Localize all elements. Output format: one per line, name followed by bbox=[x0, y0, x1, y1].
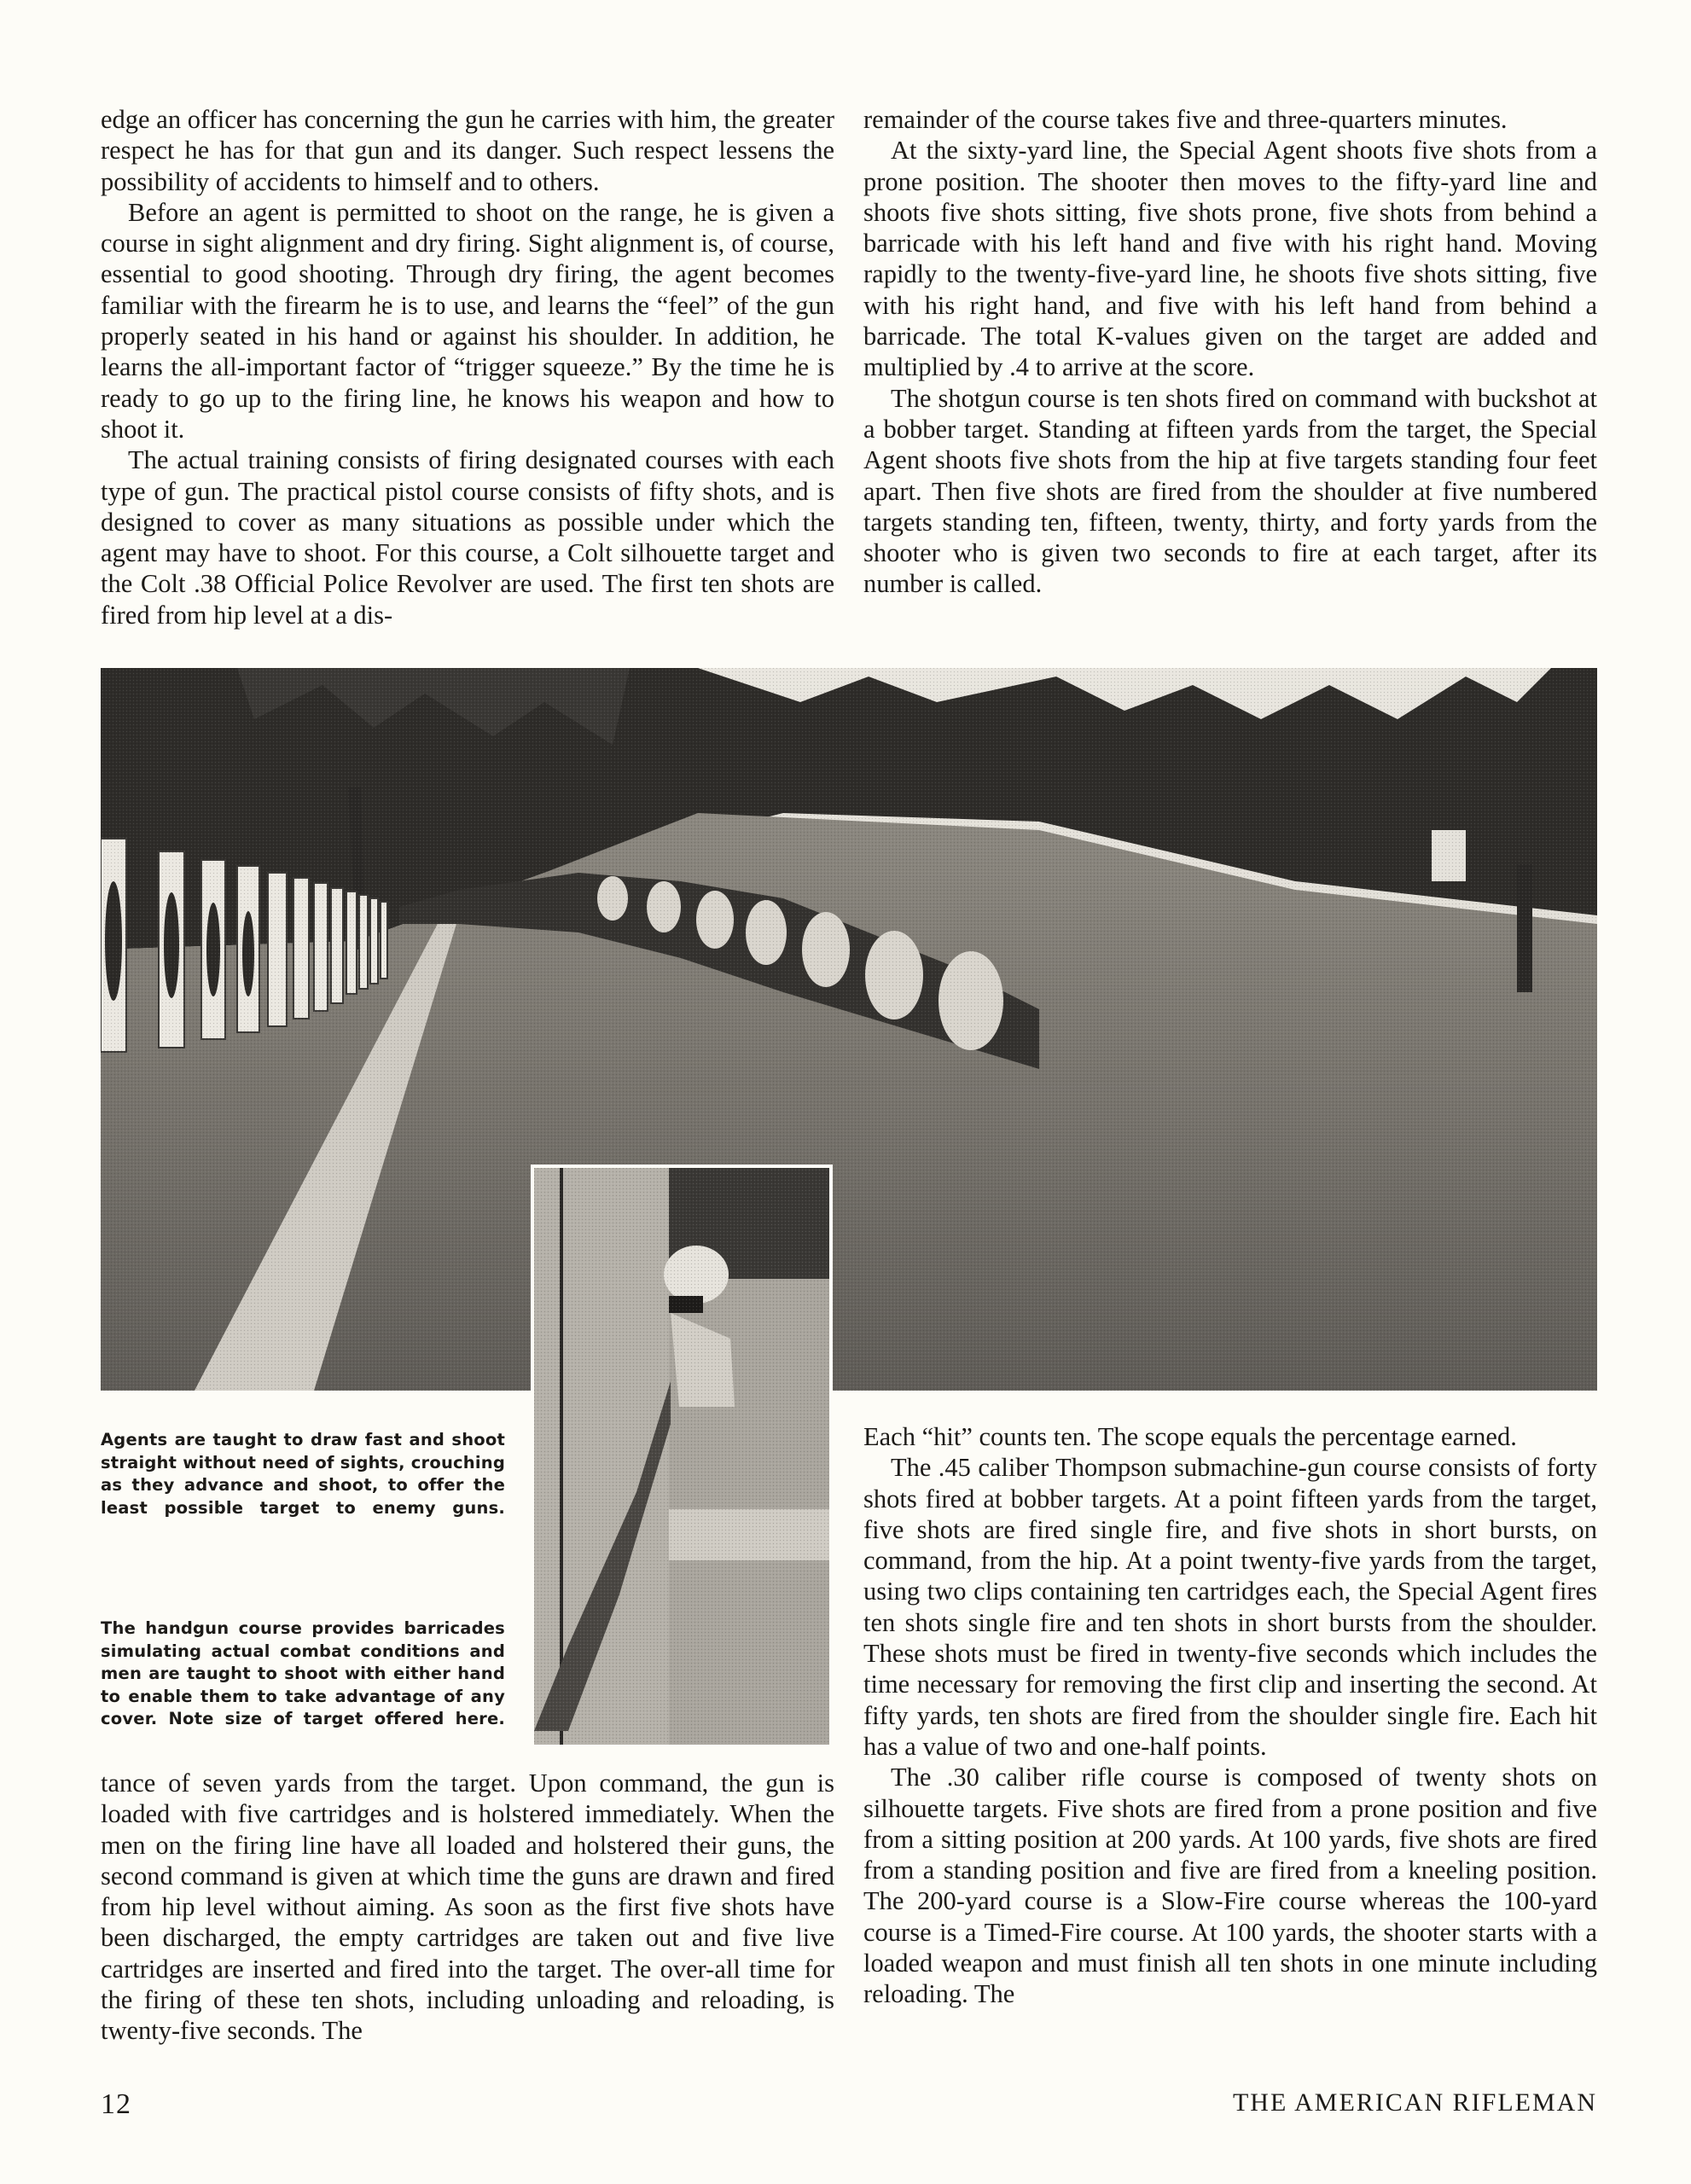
page-number: 12 bbox=[101, 2088, 131, 2120]
paragraph: The .30 caliber rifle course is composed of twenty shots on silhouette targets. Five shots are fired from a prone position and five from a sitting position at 200 yards. At 100 yards, five shots are fired from a standing position and five are fired from a kneeling position. The 200-yard course is a Slow-Fire course whereas the 100-yard course is a Timed-Fire course. At 100 yards, the shooter starts with a loaded weapon and must finish all ten shots in one minute including reloading. The bbox=[863, 1763, 1597, 2009]
paragraph: Each “hit” counts ten. The scope equals the percentage earned. bbox=[863, 1422, 1517, 1451]
text-column-bottom-right bbox=[863, 1421, 1597, 2010]
paragraph: At the sixty-yard line, the Special Agent shoots five shots from a prone position. The shooter then moves to the fifty-yard line and shoots five shots sitting, five shots prone, five shots from behind a barricade with his left hand and five with his right hand. Moving rapidly to the twenty-five-yard line, he shoots five shots sitting, five with his right hand, and five with his left hand from behind a barricade. The total K-values given on the target are added and multiplied by .4 to arrive at the score. bbox=[863, 136, 1597, 382]
photo-caption-inset: The handgun course provides barricades simulating actual combat conditions and men are taught to shoot with either hand to enable them to take advantage of any cover. Note size of target offered here. bbox=[101, 1618, 505, 1728]
paragraph: The shotgun course is ten shots fired on command with buckshot at a bobber target. Standing at fifteen yards from the target, the Special Agent shoots five shots from the hip at five targets standing four feet apart. Then five shots are fired from the shoulder at five numbered targets standing ten, fifteen, twenty, thirty, and forty yards from the shooter who is given two seconds to fire at each target, after its number is called. bbox=[863, 383, 1597, 599]
paragraph: The actual training consists of firing designated courses with each type of gun. The practical pistol course consists of fifty shots, and is designed to cover as many situations as possible under which the agent may have to shoot. For this course, a Colt silhouette target and the Colt .38 Official Police Revolver are used. The first ten shots are fired from hip level at a dis- bbox=[101, 445, 834, 630]
text-column-top-right bbox=[863, 104, 1597, 600]
inset-illustration bbox=[534, 1168, 829, 1745]
text-column-bottom-left bbox=[101, 1768, 834, 2047]
inset-photo-barricade bbox=[531, 1165, 833, 1748]
paragraph: edge an officer has concerning the gun he carries with him, the greater respect he has for that gun and its danger. Such respect lessens the possibility of accidents to himself and to others. bbox=[101, 105, 834, 196]
publication-name: THE AMERICAN RIFLEMAN bbox=[1232, 2088, 1597, 2117]
main-photo-firing-range bbox=[101, 668, 1597, 1391]
paragraph: remainder of the course takes five and three-quarters minutes. bbox=[863, 105, 1508, 134]
photo-caption-main: Agents are taught to draw fast and shoot straight without need of sights, crouching as they advance and shoot, to offer the least possible target to enemy guns. bbox=[101, 1430, 505, 1518]
paragraph: tance of seven yards from the target. Upon command, the gun is loaded with five cartridges and is holstered immediately. When the men on the firing line have all loaded and holstered their guns, the second command is given at which time the guns are drawn and fired from hip level without aiming. As soon as the first five shots have been discharged, the empty cartridges are taken out and five live cartridges are inserted and fired into the target. The over-all time for the firing of these ten shots, including unloading and reloading, is twenty-five seconds. The bbox=[101, 1769, 834, 2046]
photo-illustration bbox=[101, 668, 1597, 1391]
text-column-top-left bbox=[101, 104, 834, 630]
paragraph: Before an agent is permitted to shoot on the range, he is given a course in sight alignment and dry firing. Sight alignment is, of course, essential to good shooting. Through dry firing, the agent becomes familiar with the firearm he is to use, and learns the “feel” of the gun properly seated in his hand or against his shoulder. In addition, he learns the all-important factor of “trigger squeeze.” By the time he is ready to go up to the firing line, he knows his weapon and how to shoot it. bbox=[101, 197, 834, 444]
paragraph: The .45 caliber Thompson submachine-gun course consists of forty shots fired at bobber targets. At a point fifteen yards from the target, five shots are fired single fire, and five shots in short bursts, on command, from the hip. At a point twenty-five yards from the target, using two clips containing ten cartridges each, the Special Agent fires ten shots single fire and ten shots in short bursts from the shoulder. These shots must be fired in twenty-five seconds which includes the time necessary for removing the first clip and inserting the second. At fifty yards, ten shots are fired from the shoulder single fire. Each hit has a value of two and one-half points. bbox=[863, 1453, 1597, 1761]
